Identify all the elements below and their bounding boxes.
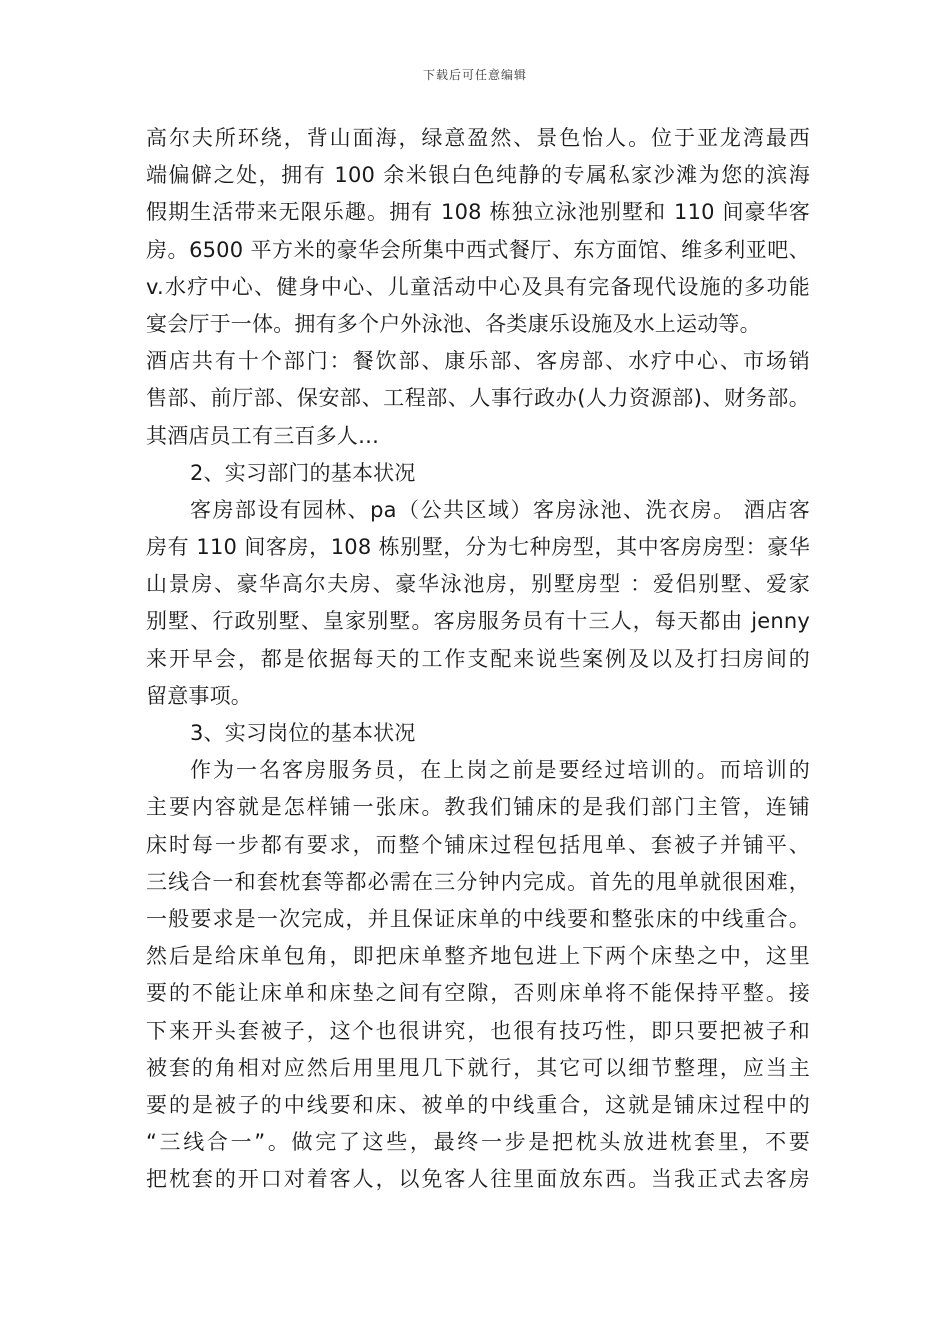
text-line: 把枕套的开口对着客人，以免客人往里面放东西。当我正式去客房 xyxy=(146,1167,810,1192)
text-line: “三线合一”。做完了这些，最终一步是把枕头放进枕套里，不要 xyxy=(146,1130,810,1155)
text-line: 来开早会，都是依据每天的工作支配来说些案例及以及打扫房间的 xyxy=(146,646,810,671)
text-line: 然后是给床单包角，即把床单整齐地包进上下两个床垫之中，这里 xyxy=(146,944,810,969)
text-line: 3、实习岗位的基本状况 xyxy=(190,721,416,745)
text-line: 假期生活带来无限乐趣。拥有 108 栋独立泳池别墅和 110 间豪华客 xyxy=(146,200,810,225)
text-line: 其酒店员工有三百多人… xyxy=(146,423,380,448)
text-line: 房有 110 间客房，108 栋别墅，分为七种房型，其中客房房型：豪华 xyxy=(146,535,810,560)
page-header-note: 下载后可任意编辑 xyxy=(422,68,527,82)
text-line: 山景房、豪华高尔夫房、豪华泳池房，别墅房型 ：爱侣别墅、爱家 xyxy=(146,572,810,597)
text-line: 宴会厅于一体。拥有多个户外泳池、各类康乐设施及水上运动等。 xyxy=(146,311,761,336)
text-line: 要的是被子的中线要和床、被单的中线重合，这就是铺床过程中的 xyxy=(146,1092,810,1117)
document-body xyxy=(146,120,810,1198)
text-line: 床时每一步都有要求，而整个铺床过程包括甩单、套被子并铺平、 xyxy=(146,832,810,857)
text-line: 别墅、行政别墅、皇家别墅。客房服务员有十三人，每天都由 jenny xyxy=(146,609,810,634)
text-line: v.水疗中心、健身中心、儿童活动中心及具有完备现代设施的多功能 xyxy=(146,274,810,299)
text-line: 下来开头套被子，这个也很讲究，也很有技巧性，即只要把被子和 xyxy=(146,1018,810,1043)
text-line: 售部、前厅部、保安部、工程部、人事行政办(人力资源部)、财务部。 xyxy=(146,386,810,411)
text-line: 作为一名客房服务员，在上岗之前是要经过培训的。而培训的 xyxy=(190,758,810,783)
text-line: 端偏僻之处，拥有 100 余米银白色纯静的专属私家沙滩为您的滨海 xyxy=(146,163,810,188)
text-line: 主要内容就是怎样铺一张床。教我们铺床的是我们部门主管，连铺 xyxy=(146,795,810,820)
text-line: 酒店共有十个部门：餐饮部、康乐部、客房部、水疗中心、市场销 xyxy=(146,349,810,374)
text-line: 留意事项。 xyxy=(146,683,252,708)
text-line: 2、实习部门的基本状况 xyxy=(190,460,416,485)
text-line: 房。6500 平方米的豪华会所集中西式餐厅、东方面馆、维多利亚吧、 xyxy=(146,237,810,262)
text-line: 被套的角相对应然后用里甩几下就行，其它可以细节整理，应当主 xyxy=(146,1055,810,1080)
text-line: 客房部设有园林、pa（公共区域）客房泳池、洗衣房。 酒店客 xyxy=(190,497,810,522)
text-line: 一般要求是一次完成，并且保证床单的中线要和整张床的中线重合。 xyxy=(146,906,810,931)
text-line: 三线合一和套枕套等都必需在三分钟内完成。首先的甩单就很困难， xyxy=(146,869,810,894)
text-line: 要的不能让床单和床垫之间有空隙，否则床单将不能保持平整。接 xyxy=(146,981,810,1006)
text-line: 高尔夫所环绕，背山面海，绿意盈然、景色怡人。位于亚龙湾最西 xyxy=(146,126,810,150)
